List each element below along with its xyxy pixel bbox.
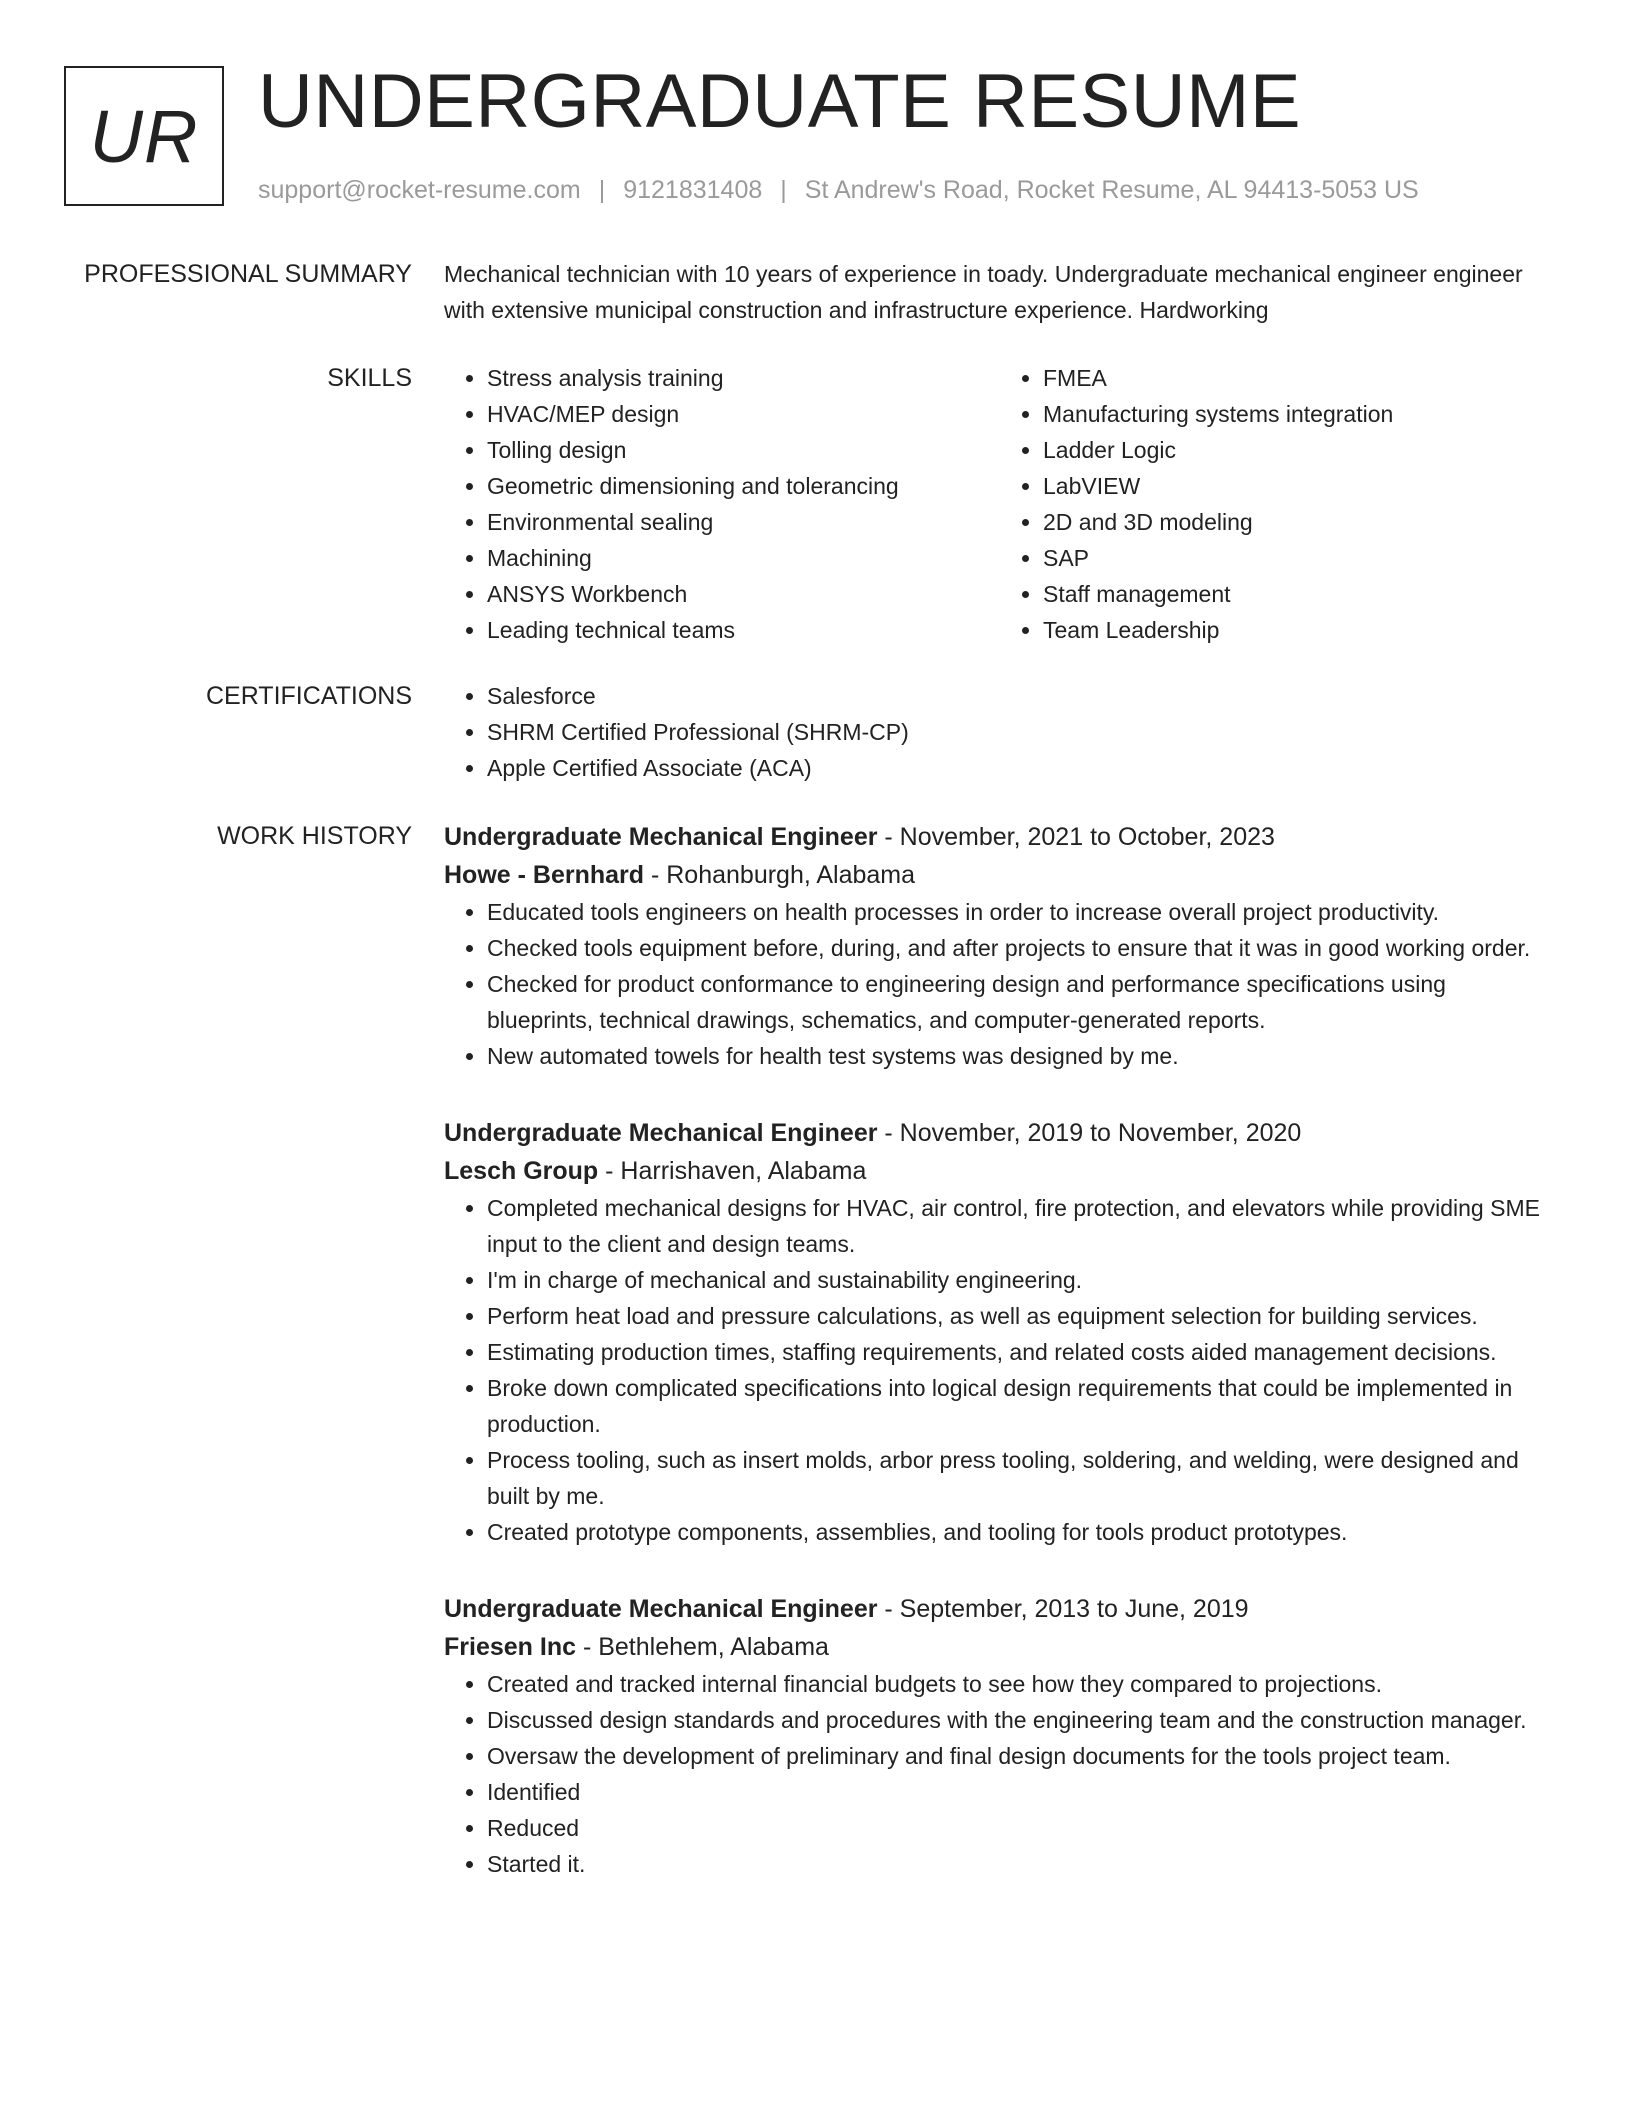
certification-item: • Apple Certified Associate (ACA)	[487, 750, 1556, 786]
job-bullet: • Perform heat load and pressure calculations, as well as equipment selection for building services.	[487, 1298, 1556, 1334]
skill-item: • Machining	[487, 540, 1000, 576]
section-label-certifications: CERTIFICATIONS	[205, 682, 412, 710]
job-bullet-list	[444, 894, 1556, 1074]
skill-item: • Geometric dimensioning and tolerancing	[487, 468, 1000, 504]
job-title: Undergraduate Mechanical Engineer	[444, 1595, 878, 1623]
job-entry	[444, 1114, 1556, 1550]
work-history-body	[444, 818, 1556, 1882]
job-company-line	[444, 1152, 1556, 1190]
job-bullet: • Created prototype components, assemblies, and tooling for tools product prototypes.	[487, 1514, 1556, 1550]
job-bullet: • Discussed design standards and procedures with the engineering team and the construction manager.	[487, 1702, 1556, 1738]
job-bullet: • Process tooling, such as insert molds, arbor press tooling, soldering, and welding, were designed and built by me.	[487, 1442, 1556, 1514]
contact-separator: |	[780, 176, 787, 204]
skill-item: • FMEA	[1043, 360, 1556, 396]
certification-item: • SHRM Certified Professional (SHRM-CP)	[487, 714, 1556, 750]
job-bullet: • Broke down complicated specifications into logical design requirements that could be implemented in production.	[487, 1370, 1556, 1442]
job-bullet-list	[444, 1666, 1556, 1882]
job-location: - Harrishaven, Alabama	[598, 1157, 867, 1185]
certifications-body	[444, 678, 1556, 786]
job-bullet: • Started it.	[487, 1846, 1556, 1882]
resume-title: UNDERGRADUATE RESUME	[258, 59, 1302, 144]
job-title-line	[444, 818, 1556, 856]
contact-address: St Andrew's Road, Rocket Resume, AL 94413-5053 US	[804, 176, 1419, 204]
job-bullet-list	[444, 1190, 1556, 1550]
job-location: - Bethlehem, Alabama	[576, 1633, 829, 1661]
skill-item: • Environmental sealing	[487, 504, 1000, 540]
job-entry	[444, 1590, 1556, 1882]
skill-item: • SAP	[1043, 540, 1556, 576]
job-title: Undergraduate Mechanical Engineer	[444, 823, 878, 851]
job-company: Lesch Group	[444, 1157, 599, 1185]
contact-line	[258, 172, 1419, 208]
job-dates: - November, 2021 to October, 2023	[877, 823, 1275, 851]
contact-phone: 9121831408	[623, 176, 763, 204]
skill-item: • Team Leadership	[1043, 612, 1556, 648]
job-dates: - September, 2013 to June, 2019	[877, 1595, 1249, 1623]
section-label-skills: SKILLS	[327, 364, 412, 392]
job-company-line	[444, 856, 1556, 894]
job-bullet: • Completed mechanical designs for HVAC, air control, fire protection, and elevators while providing SME input to the client and design teams.	[487, 1190, 1556, 1262]
summary-text: Mechanical technician with 10 years of experience in toady. Undergraduate mechanical engineer engineer with extensive municipal construction and infrastructure experience. Hardworking	[444, 261, 1523, 323]
skill-item: • Leading technical teams	[487, 612, 1000, 648]
job-dates: - November, 2019 to November, 2020	[877, 1119, 1302, 1147]
job-bullet: • Reduced	[487, 1810, 1556, 1846]
job-bullet: • Estimating production times, staffing requirements, and related costs aided management decisions.	[487, 1334, 1556, 1370]
skill-item: • Ladder Logic	[1043, 432, 1556, 468]
monogram-box	[64, 66, 224, 206]
job-bullet: • Checked tools equipment before, during, and after projects to ensure that it was in good working order.	[487, 930, 1556, 966]
section-label-summary: PROFESSIONAL SUMMARY	[84, 260, 412, 288]
section-label-work-history: WORK HISTORY	[217, 822, 412, 850]
monogram-initials: UR	[89, 94, 199, 178]
job-entry	[444, 818, 1556, 1074]
job-title-line	[444, 1114, 1556, 1152]
skills-left-list	[444, 360, 1000, 648]
skill-item: • ANSYS Workbench	[487, 576, 1000, 612]
job-bullet: • Educated tools engineers on health processes in order to increase overall project productivity.	[487, 894, 1556, 930]
job-bullet: • Identified	[487, 1774, 1556, 1810]
contact-email: support@rocket-resume.com	[258, 176, 581, 204]
job-bullet: • Oversaw the development of preliminary and final design documents for the tools project team.	[487, 1738, 1556, 1774]
job-location: - Rohanburgh, Alabama	[644, 861, 916, 889]
job-bullet: • New automated towels for health test systems was designed by me.	[487, 1038, 1556, 1074]
skills-body	[444, 360, 1556, 648]
skill-item: • HVAC/MEP design	[487, 396, 1000, 432]
skill-item: • Manufacturing systems integration	[1043, 396, 1556, 432]
job-title-line	[444, 1590, 1556, 1628]
skill-item: • LabVIEW	[1043, 468, 1556, 504]
job-company-line	[444, 1628, 1556, 1666]
job-bullet: • Checked for product conformance to engineering design and performance specifications using blueprints, technical drawings, schematics, and computer-generated reports.	[487, 966, 1556, 1038]
job-title: Undergraduate Mechanical Engineer	[444, 1119, 878, 1147]
job-company: Friesen Inc	[444, 1633, 576, 1661]
job-bullet: • I'm in charge of mechanical and sustainability engineering.	[487, 1262, 1556, 1298]
skill-item: • Stress analysis training	[487, 360, 1000, 396]
job-company: Howe - Bernhard	[444, 861, 645, 889]
contact-separator: |	[598, 176, 606, 204]
certification-item: • Salesforce	[487, 678, 1556, 714]
skill-item: • 2D and 3D modeling	[1043, 504, 1556, 540]
certifications-list	[444, 678, 1556, 786]
skill-item: • Tolling design	[487, 432, 1000, 468]
skills-columns	[444, 360, 1556, 648]
skills-right-list	[1000, 360, 1556, 648]
skill-item: • Staff management	[1043, 576, 1556, 612]
job-bullet: • Created and tracked internal financial budgets to see how they compared to projections.	[487, 1666, 1556, 1702]
